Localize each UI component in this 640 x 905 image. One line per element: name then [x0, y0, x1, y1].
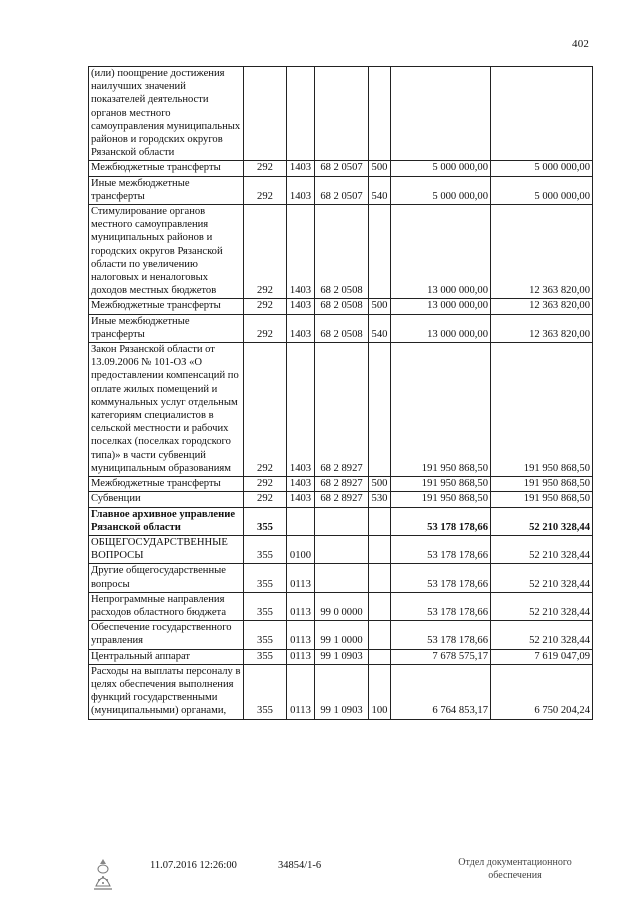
- row-name: Межбюджетные трансферты: [89, 299, 244, 314]
- row-section-code: 1403: [287, 314, 315, 342]
- row-name: Межбюджетные трансферты: [89, 477, 244, 492]
- table-row: [89, 507, 593, 535]
- row-name: Межбюджетные трансферты: [89, 161, 244, 176]
- row-name: ОБЩЕГОСУДАРСТВЕННЫЕ ВОПРОСЫ: [89, 535, 244, 563]
- row-section-code: 0100: [287, 535, 315, 563]
- row-sum-planned: 7 678 575,17: [391, 649, 491, 664]
- row-name: Главное архивное управление Рязанской области: [89, 507, 244, 535]
- row-expense-type: [369, 343, 391, 477]
- table-row: [89, 343, 593, 477]
- row-sum-planned: [391, 67, 491, 161]
- row-section-code: 1403: [287, 492, 315, 507]
- row-sum-planned: 191 950 868,50: [391, 343, 491, 477]
- row-expense-type: [369, 649, 391, 664]
- row-admin-code: 292: [244, 492, 287, 507]
- row-section-code: 1403: [287, 477, 315, 492]
- table-body: [89, 67, 593, 720]
- row-section-code: 0113: [287, 664, 315, 719]
- row-sum-planned: 191 950 868,50: [391, 492, 491, 507]
- row-sum-planned: 191 950 868,50: [391, 477, 491, 492]
- row-admin-code: 355: [244, 535, 287, 563]
- row-section-code: 0113: [287, 564, 315, 592]
- row-sum-planned: 5 000 000,00: [391, 176, 491, 204]
- row-admin-code: 292: [244, 176, 287, 204]
- office-line-2: обеспечения: [488, 870, 542, 881]
- row-section-code: 0113: [287, 649, 315, 664]
- row-sum-executed: 7 619 047,09: [491, 649, 593, 664]
- office-stamp: [440, 856, 590, 882]
- row-name: Стимулирование органов местного самоуправления муниципальных районов и городских округов Рязанской области по увеличению налоговых и неналоговых доходов местных бюджетов: [89, 205, 244, 299]
- emblem-icon: [90, 856, 116, 892]
- row-expense-type: 500: [369, 161, 391, 176]
- row-expense-type: 530: [369, 492, 391, 507]
- table-row: [89, 649, 593, 664]
- row-sum-executed: 52 210 328,44: [491, 592, 593, 620]
- row-section-code: 0113: [287, 592, 315, 620]
- row-target-code: 99 1 0903: [315, 649, 369, 664]
- table-row: [89, 314, 593, 342]
- table-row: [89, 176, 593, 204]
- row-name: Субвенции: [89, 492, 244, 507]
- office-line-1: Отдел документационного: [458, 857, 572, 868]
- row-sum-executed: 52 210 328,44: [491, 621, 593, 649]
- row-sum-planned: 13 000 000,00: [391, 299, 491, 314]
- row-name: (или) поощрение достижения наилучших значений показателей деятельности органов местного самоуправления муниципальных районов и городских округов Рязанской области: [89, 67, 244, 161]
- budget-table: [88, 66, 593, 720]
- row-target-code: 99 1 0903: [315, 664, 369, 719]
- row-name: Иные межбюджетные трансферты: [89, 176, 244, 204]
- row-admin-code: 355: [244, 507, 287, 535]
- row-target-code: 68 2 8927: [315, 343, 369, 477]
- row-expense-type: [369, 592, 391, 620]
- row-expense-type: 500: [369, 477, 391, 492]
- page-number: 402: [572, 38, 590, 50]
- row-name: Центральный аппарат: [89, 649, 244, 664]
- row-admin-code: 292: [244, 314, 287, 342]
- row-name: Обеспечение государственного управления: [89, 621, 244, 649]
- row-sum-planned: 6 764 853,17: [391, 664, 491, 719]
- row-expense-type: [369, 564, 391, 592]
- row-sum-executed: 191 950 868,50: [491, 343, 593, 477]
- row-name: Расходы на выплаты персоналу в целях обеспечения выполнения функций государственными (муниципальными) органами,: [89, 664, 244, 719]
- row-expense-type: [369, 507, 391, 535]
- row-section-code: 0113: [287, 621, 315, 649]
- row-name: Иные межбюджетные трансферты: [89, 314, 244, 342]
- table-row: [89, 535, 593, 563]
- table-row: [89, 492, 593, 507]
- table-row: [89, 664, 593, 719]
- row-sum-executed: 12 363 820,00: [491, 299, 593, 314]
- row-sum-executed: 52 210 328,44: [491, 507, 593, 535]
- row-sum-executed: 5 000 000,00: [491, 161, 593, 176]
- row-admin-code: 355: [244, 649, 287, 664]
- row-target-code: 68 2 8927: [315, 492, 369, 507]
- row-section-code: 1403: [287, 205, 315, 299]
- row-target-code: 68 2 0507: [315, 176, 369, 204]
- row-admin-code: 292: [244, 343, 287, 477]
- row-target-code: 68 2 0508: [315, 314, 369, 342]
- row-section-code: [287, 507, 315, 535]
- row-admin-code: 292: [244, 205, 287, 299]
- row-sum-planned: 53 178 178,66: [391, 507, 491, 535]
- row-sum-planned: 13 000 000,00: [391, 314, 491, 342]
- row-expense-type: 100: [369, 664, 391, 719]
- table-row: [89, 592, 593, 620]
- row-expense-type: [369, 535, 391, 563]
- row-sum-executed: 5 000 000,00: [491, 176, 593, 204]
- row-name: Другие общегосударственные вопросы: [89, 564, 244, 592]
- row-sum-executed: 12 363 820,00: [491, 205, 593, 299]
- row-expense-type: 540: [369, 314, 391, 342]
- row-section-code: [287, 67, 315, 161]
- row-sum-planned: 53 178 178,66: [391, 564, 491, 592]
- row-sum-planned: 53 178 178,66: [391, 535, 491, 563]
- row-sum-planned: 5 000 000,00: [391, 161, 491, 176]
- print-timestamp: 11.07.2016 12:26:00: [150, 860, 237, 871]
- row-target-code: 68 2 8927: [315, 477, 369, 492]
- row-sum-executed: 52 210 328,44: [491, 535, 593, 563]
- row-admin-code: 292: [244, 477, 287, 492]
- table-row: [89, 299, 593, 314]
- row-section-code: 1403: [287, 176, 315, 204]
- row-section-code: 1403: [287, 299, 315, 314]
- row-sum-executed: 6 750 204,24: [491, 664, 593, 719]
- table-row: [89, 205, 593, 299]
- row-target-code: [315, 507, 369, 535]
- row-admin-code: 355: [244, 621, 287, 649]
- row-expense-type: [369, 205, 391, 299]
- row-admin-code: 292: [244, 161, 287, 176]
- row-admin-code: 355: [244, 564, 287, 592]
- row-admin-code: 355: [244, 664, 287, 719]
- row-name: Закон Рязанской области от 13.09.2006 № 101-ОЗ «О предоставлении компенсаций по оплате жилых помещений и коммунальных услуг отдельным категориям специалистов в сельской местности и рабочих поселках (поселках городского типа)» в части субвенций муниципальным образованиям: [89, 343, 244, 477]
- row-sum-executed: 12 363 820,00: [491, 314, 593, 342]
- page-footer: [0, 856, 640, 896]
- row-expense-type: [369, 67, 391, 161]
- table-row: [89, 477, 593, 492]
- document-id: 34854/1-6: [278, 860, 322, 871]
- row-sum-executed: 52 210 328,44: [491, 564, 593, 592]
- row-target-code: 99 0 0000: [315, 592, 369, 620]
- row-sum-executed: 191 950 868,50: [491, 492, 593, 507]
- row-sum-executed: 191 950 868,50: [491, 477, 593, 492]
- row-expense-type: [369, 621, 391, 649]
- row-section-code: 1403: [287, 343, 315, 477]
- row-admin-code: 292: [244, 299, 287, 314]
- row-expense-type: 540: [369, 176, 391, 204]
- row-target-code: [315, 67, 369, 161]
- row-sum-planned: 13 000 000,00: [391, 205, 491, 299]
- table-row: [89, 564, 593, 592]
- row-target-code: 68 2 0508: [315, 205, 369, 299]
- row-name: Непрограммные направления расходов областного бюджета: [89, 592, 244, 620]
- row-section-code: 1403: [287, 161, 315, 176]
- row-sum-executed: [491, 67, 593, 161]
- row-sum-planned: 53 178 178,66: [391, 621, 491, 649]
- row-sum-planned: 53 178 178,66: [391, 592, 491, 620]
- row-target-code: 68 2 0507: [315, 161, 369, 176]
- row-target-code: [315, 564, 369, 592]
- table-row: [89, 67, 593, 161]
- row-target-code: 68 2 0508: [315, 299, 369, 314]
- table-row: [89, 161, 593, 176]
- row-admin-code: 355: [244, 592, 287, 620]
- row-target-code: [315, 535, 369, 563]
- table-row: [89, 621, 593, 649]
- row-target-code: 99 1 0000: [315, 621, 369, 649]
- row-admin-code: [244, 67, 287, 161]
- row-expense-type: 500: [369, 299, 391, 314]
